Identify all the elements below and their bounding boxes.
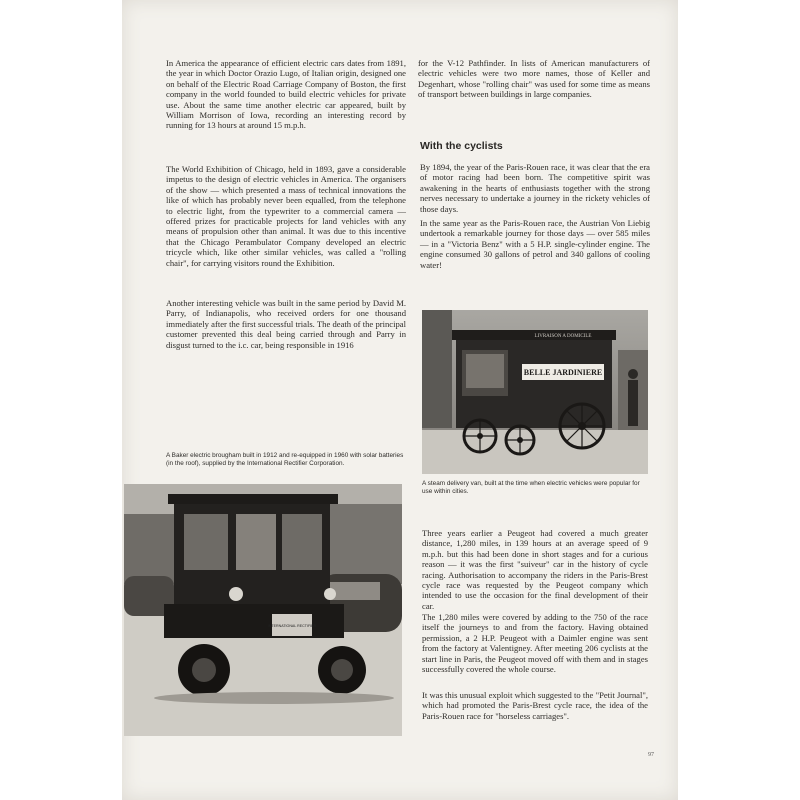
left-paragraph-2: The World Exhibition of Chicago, held in 1893, gave a considerable impetus to the design of electric vehicles in America. The organisers of the show — which presented a mass of technical innovations the like of which has probably never been equalled, from the telephone to electric light, from the typewriter to a commercial camera — offered prizes for practicable projects for land vehicles with any means of propulsion other than animal. It was due to this incentive that the Chicago Perambulator Company developed an electric tricycle which, like other similar vehicles, was called a "rolling chair", for carrying visitors round the Exhibition. — [166, 164, 406, 268]
right-paragraph-1: for the V-12 Pathfinder. In lists of American manufacturers of electric vehicles were two more names, those of Keller and Degenhart, whose "rolling chair" was used for some time as means of transport between buildings in large companies. — [418, 58, 650, 100]
right-paragraph-3: In the same year as the Paris-Rouen race, the Austrian Von Liebig undertook a remarkable journey for those days — over 585 miles — in a "Victoria Benz" with a 5 H.P. single-cylinder engine. The engine consumed 30 gallons of petrol and 340 gallons of cooling water! — [420, 218, 650, 270]
steam-van-photo — [422, 310, 648, 474]
section-heading: With the cyclists — [420, 140, 503, 152]
right-paragraph-2: By 1894, the year of the Paris-Rouen race, it was clear that the era of motor racing had been born. The competitive spirit was awakening in the hearts of enthusiasts together with the strong nerves necessary to undertake a journey in the rickety vehicles of those days. — [420, 162, 650, 214]
lower-paragraph-1: Three years earlier a Peugeot had covered a much greater distance, 1,280 miles, in 139 hours at an average speed of 9 m.p.h. but this had been done in short stages and for a curious reason — it was the first "suiveur" car in the history of cycle racing. Authorisation to accompany the riders in the Paris-Brest cycle race was requested by the Peugeot company which intended to use the occasion for the final development of their car. — [422, 528, 648, 611]
baker-brougham-photo — [124, 484, 402, 736]
steam-van-caption: A steam delivery van, built at the time when electric vehicles were popular for use within cities. — [422, 480, 640, 495]
plate-text: INTERNATIONAL RECTIFIER — [267, 624, 317, 628]
lower-paragraph-3: It was this unusual exploit which suggested to the "Petit Journal", which had promoted the Paris-Brest cycle race, the idea of the Paris-Rouen race for "horseless carriages". — [422, 690, 648, 721]
van-sign-text: BELLE JARDINIERE — [523, 368, 603, 377]
left-paragraph-3: Another interesting vehicle was built in the same period by David M. Parry, of Indianapolis, who received orders for one thousand immediately after the first successful trials. The death of the principal customer prevented this deal being carried through and Parry in disgust turned to the i.c. car, being responsible in 1916 — [166, 298, 406, 350]
left-paragraph-1: In America the appearance of efficient electric cars dates from 1891, the year in which Doctor Orazio Lugo, of Italian origin, designed one on behalf of the Electric Road Carriage Company of Boston, the first company in the world founded to build electric vehicles for private use. About the same time another electric car appeared, built by William Morrison of Iowa, recording an interesting record by running for 13 hours at around 15 m.p.h. — [166, 58, 406, 131]
steam-van-illustration — [422, 310, 648, 474]
baker-brougham-illustration — [124, 484, 402, 736]
lower-paragraph-2: The 1,280 miles were covered by adding to the 750 of the race itself the journeys to and from the factory. Having obtained permission, a 2 H.P. Peugeot with a Daimler engine was sent from the factory at Valentigney. After meeting 206 cyclists at the start line in Paris, the Peugeot moved off with them and in stages successfully covered the whole course. — [422, 612, 648, 675]
van-top-text: LIVRAISON A DOMICILE — [534, 334, 592, 339]
book-page — [122, 0, 678, 800]
page-number: 97 — [648, 752, 654, 758]
baker-caption: A Baker electric brougham built in 1912 and re-equipped in 1960 with solar batteries (in the roof), supplied by the International Rectifier Corporation. — [166, 452, 404, 467]
